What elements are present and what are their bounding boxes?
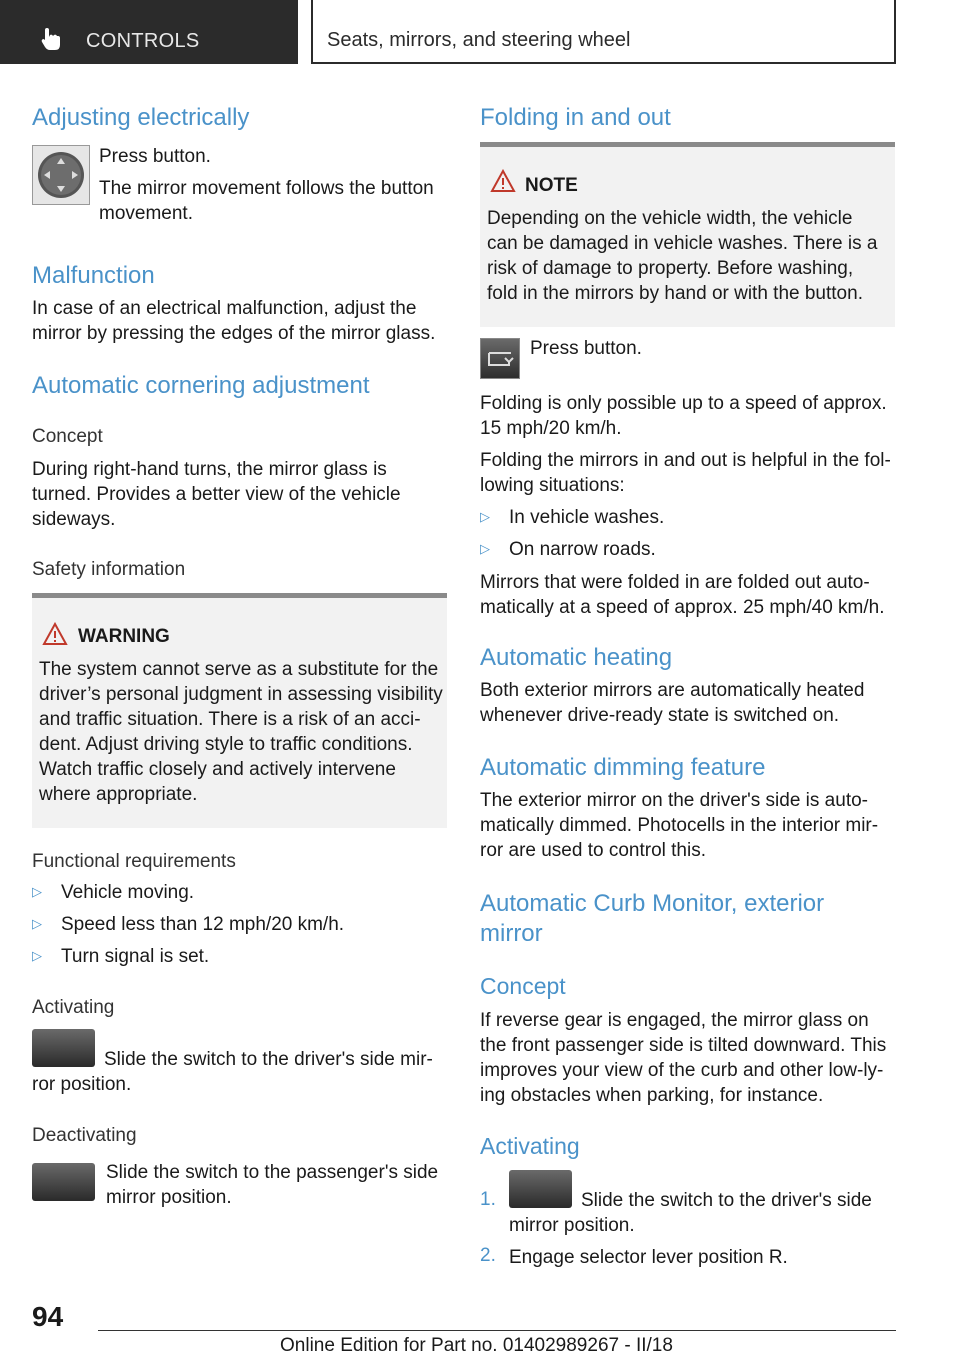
concept2-text-2: the front passenger side is tilted downward. This: [480, 1035, 887, 1056]
folding-text-2b: lowing situations:: [480, 475, 625, 496]
note-line-2: can be damaged in vehicle washes. There is a: [487, 233, 878, 254]
heading-adjusting-electrically: Adjusting electrically: [32, 104, 250, 131]
heading-automatic-dimming: Automatic dimming feature: [480, 754, 766, 781]
adjust-text-1: Press button.: [99, 146, 211, 167]
step-number: 1.: [480, 1189, 496, 1210]
concept2-text-3: improves your view of the curb and other low-ly-: [480, 1060, 884, 1081]
activating-text-1: Slide the switch to the driver's side mir-: [104, 1049, 433, 1070]
heading-curb-monitor-1: Automatic Curb Monitor, exterior: [480, 890, 825, 917]
folding-text-1b: 15 mph/20 km/h.: [480, 418, 622, 439]
warning-triangle-icon: [42, 622, 68, 646]
heading-activating-2: Activating: [480, 1133, 580, 1159]
footer-edition: Online Edition for Part no. 01402989267 - II/18: [280, 1335, 673, 1356]
subheading-deactivating: Deactivating: [32, 1125, 137, 1146]
press-button-text: Press button.: [530, 338, 642, 359]
deactivating-text-2: mirror position.: [106, 1187, 232, 1208]
header-title-box: [311, 0, 896, 64]
folding-text-1a: Folding is only possible up to a speed of approx.: [480, 393, 887, 414]
warning-line-3: and traffic situation. There is a risk of an acci-: [39, 709, 421, 730]
concept2-text-4: ing obstacles when parking, for instance.: [480, 1085, 824, 1106]
deactivating-text-1: Slide the switch to the passenger's side: [106, 1162, 439, 1183]
step2-text: Engage selector lever position R.: [509, 1247, 788, 1268]
heating-text-2: whenever drive-ready state is switched on.: [480, 705, 840, 726]
header-title: Seats, mirrors, and steering wheel: [327, 29, 631, 51]
concept-text-2: turned. Provides a better view of the vehicle: [32, 484, 401, 505]
heading-concept-2: Concept: [480, 973, 566, 999]
subheading-concept: Concept: [32, 426, 103, 447]
step1-text-b: mirror position.: [509, 1215, 635, 1236]
subheading-functional-requirements: Functional requirements: [32, 851, 236, 872]
switch-driver-icon-2: [509, 1170, 572, 1208]
warning-title: WARNING: [78, 626, 170, 647]
bullet-triangle-icon: ▷: [480, 509, 490, 524]
note-line-4: fold in the mirrors by hand or with the button.: [487, 283, 863, 304]
subheading-activating: Activating: [32, 997, 115, 1018]
dimming-text-2: matically dimmed. Photocells in the interior mir-: [480, 815, 879, 836]
step1-text-a: Slide the switch to the driver's side: [581, 1190, 872, 1211]
warning-line-2: driver’s personal judgment in assessing visibility: [39, 684, 443, 705]
bullet-triangle-icon: ▷: [32, 916, 42, 931]
malfunction-text-2: mirror by pressing the edges of the mirror glass.: [32, 323, 436, 344]
mirror-adjust-button-icon: [32, 145, 90, 205]
subheading-safety: Safety information: [32, 559, 186, 580]
warning-line-6: where appropriate.: [39, 784, 198, 805]
note-line-3: risk of damage to property. Before washing,: [487, 258, 854, 279]
header-section-bar: [0, 0, 298, 64]
heading-malfunction: Malfunction: [32, 262, 155, 289]
step-number: 2.: [480, 1245, 496, 1266]
concept-text-3: sideways.: [32, 509, 116, 530]
folding-text-3a: Mirrors that were folded in are folded out auto-: [480, 572, 870, 593]
heating-text-1: Both exterior mirrors are automatically heated: [480, 680, 865, 701]
adjust-text-2a: The mirror movement follows the button: [99, 178, 434, 199]
heading-curb-monitor-2: mirror: [480, 920, 543, 947]
malfunction-text-1: In case of an electrical malfunction, adjust the: [32, 298, 417, 319]
warning-line-4: dent. Adjust driving style to traffic conditions.: [39, 734, 413, 755]
bullet-triangle-icon: ▷: [480, 541, 490, 556]
warning-line-1: The system cannot serve as a substitute for the: [39, 659, 439, 680]
dimming-text-1: The exterior mirror on the driver's side is auto-: [480, 790, 868, 811]
note-title: NOTE: [525, 175, 578, 196]
fold-mirror-button-icon: [480, 338, 520, 379]
warning-line-5: Watch traffic closely and actively intervene: [39, 759, 396, 780]
switch-passenger-icon: [32, 1163, 95, 1201]
heading-automatic-cornering: Automatic cornering adjustment: [32, 372, 370, 399]
switch-driver-icon: [32, 1029, 95, 1067]
note-triangle-icon: [490, 169, 516, 193]
hand-pointer-icon: [40, 26, 64, 52]
concept2-text-1: If reverse gear is engaged, the mirror glass on: [480, 1010, 869, 1031]
note-line-1: Depending on the vehicle width, the vehicle: [487, 208, 853, 229]
page-number: 94: [32, 1301, 64, 1332]
warning-box: [32, 593, 447, 828]
heading-folding: Folding in and out: [480, 104, 671, 131]
bullet-triangle-icon: ▷: [32, 884, 42, 899]
note-box: [480, 142, 895, 327]
heading-automatic-heating: Automatic heating: [480, 644, 673, 671]
folding-text-3b: matically at a speed of approx. 25 mph/40 km/h.: [480, 597, 885, 618]
header-section-label: CONTROLS: [86, 30, 200, 52]
folding-text-2a: Folding the mirrors in and out is helpful in the fol-: [480, 450, 891, 471]
bullet-triangle-icon: ▷: [32, 948, 42, 963]
concept-text-1: During right-hand turns, the mirror glass is: [32, 459, 387, 480]
activating-text-2: ror position.: [32, 1074, 132, 1095]
footer-divider: [98, 1330, 896, 1331]
dimming-text-3: ror are used to control this.: [480, 840, 706, 861]
adjust-text-2b: movement.: [99, 203, 193, 224]
